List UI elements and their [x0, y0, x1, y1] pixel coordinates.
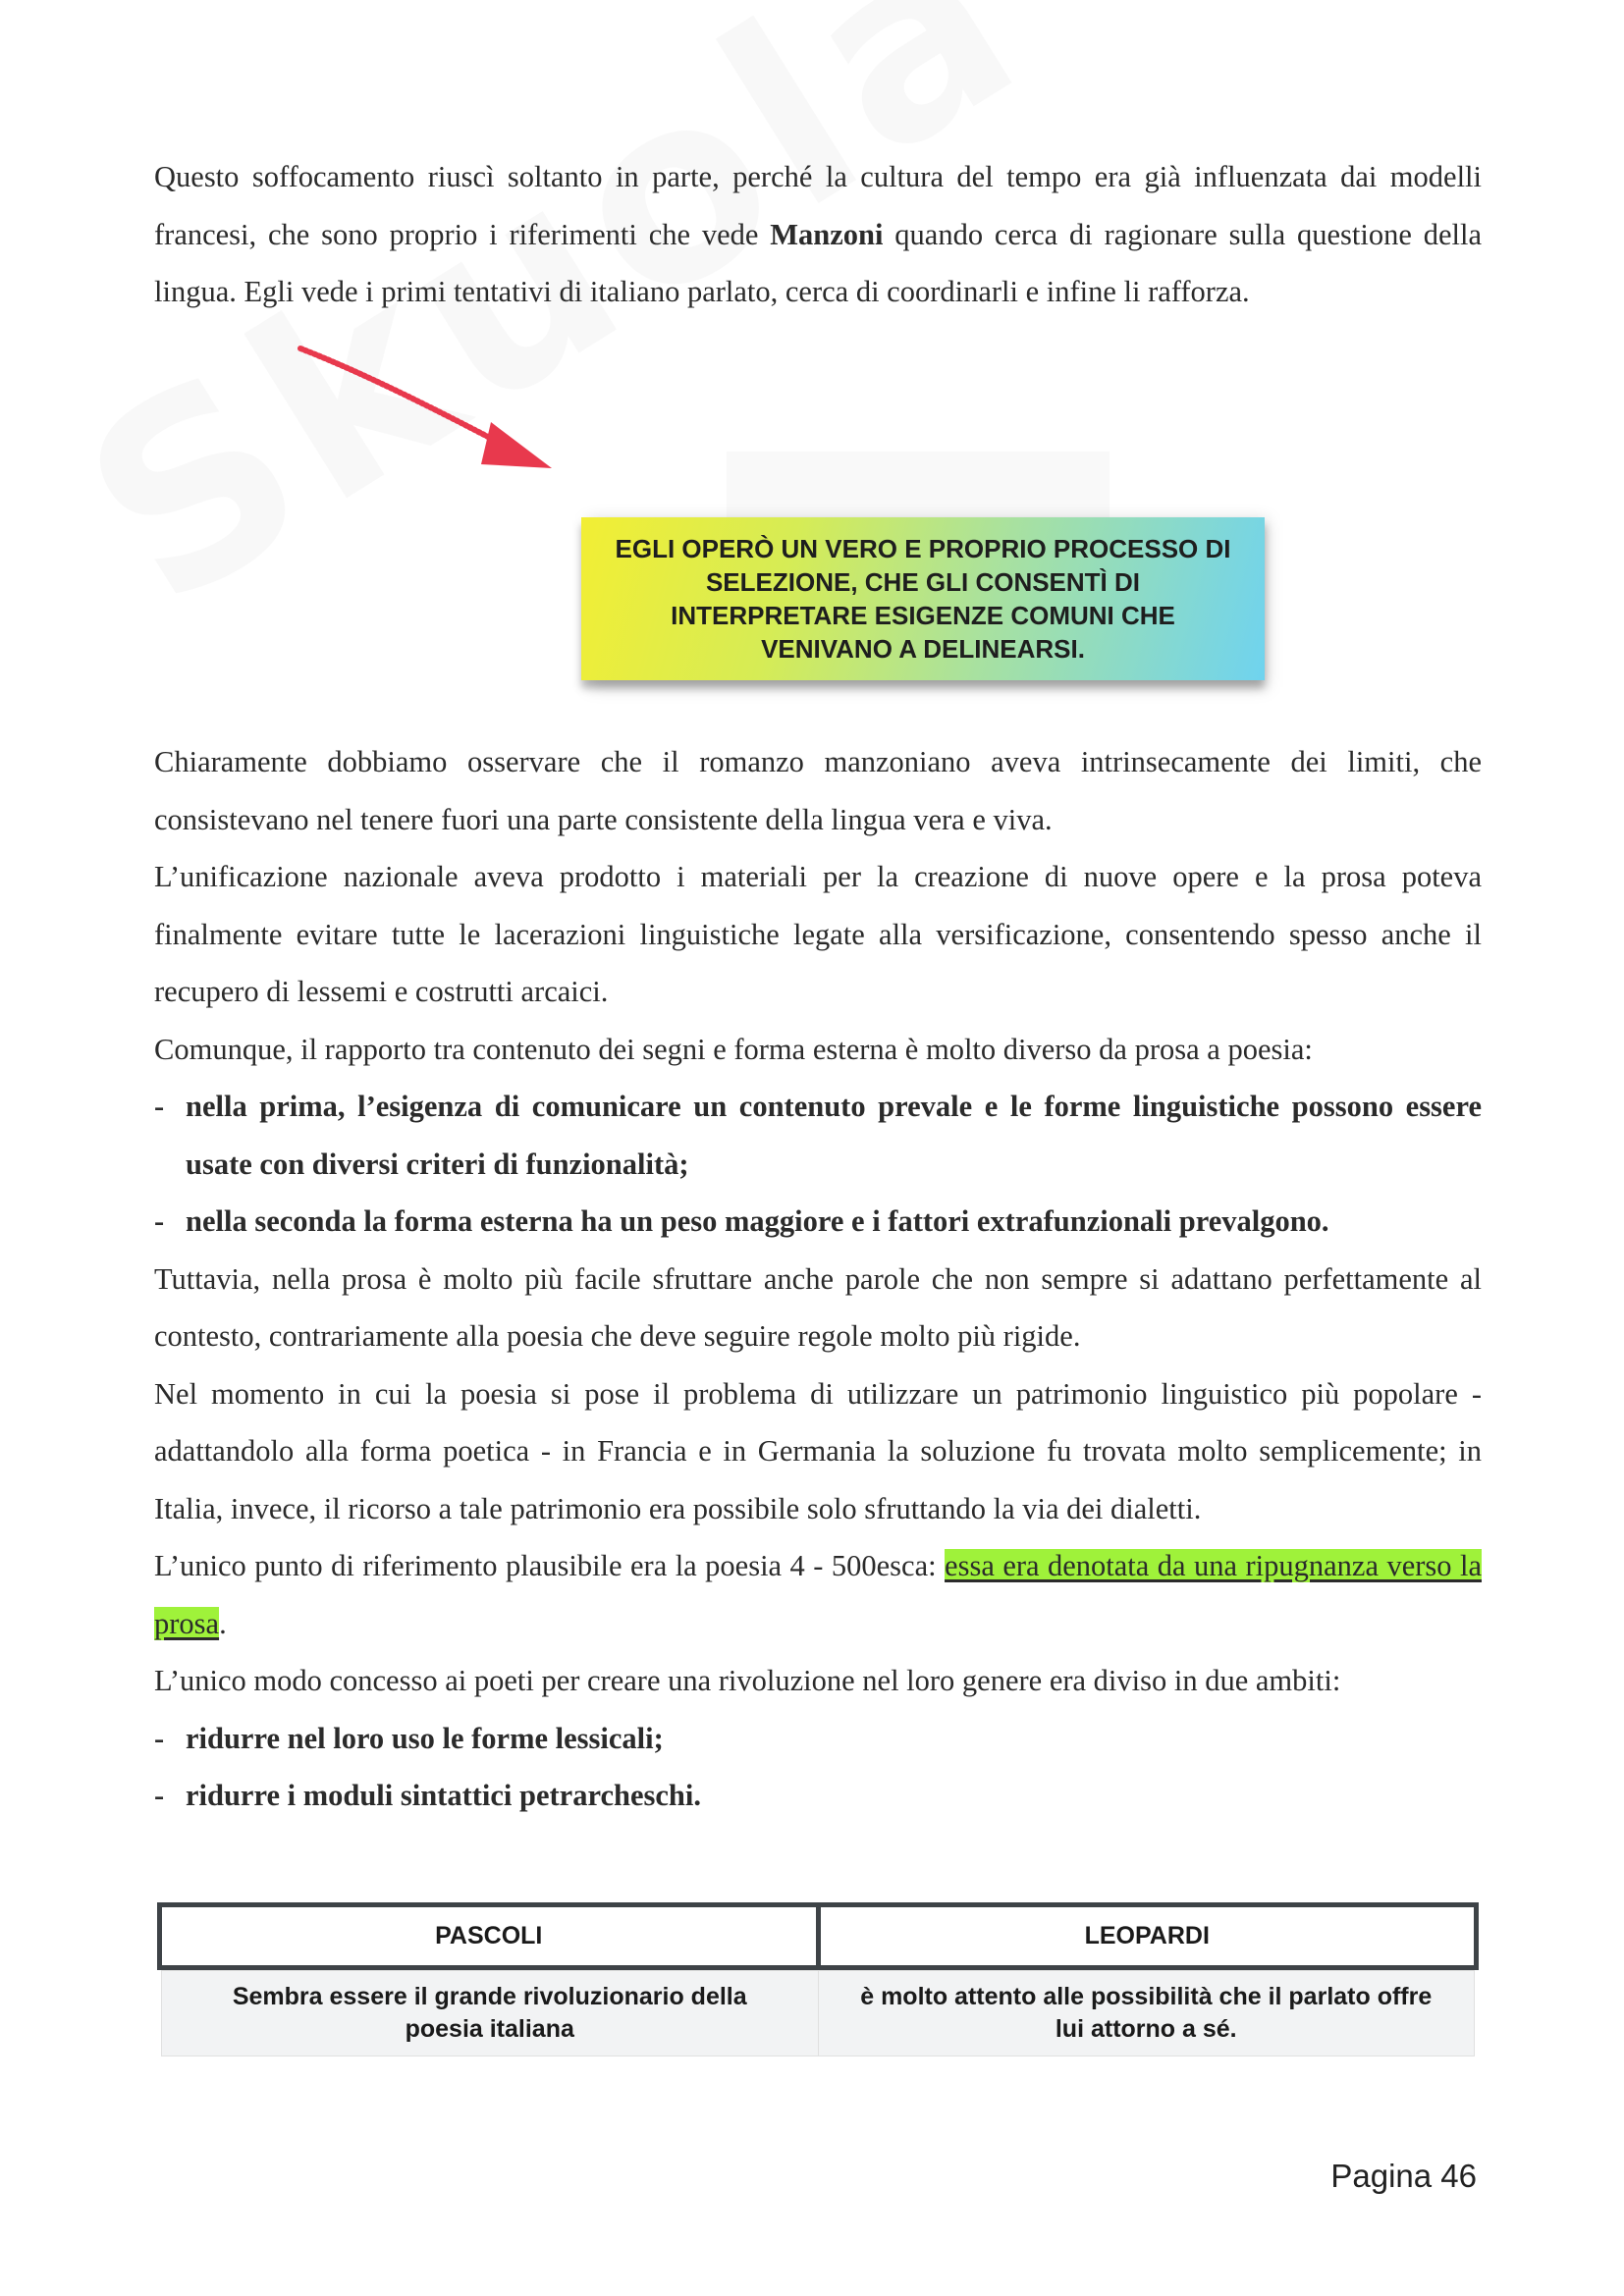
- table-header-row: [157, 1902, 1479, 1970]
- paragraph-intro: [154, 148, 1482, 321]
- paragraph-5: Nel momento in cui la poesia si pose il problema di utilizzare un patrimonio linguistico più popolare - adattandolo alla forma poetica - in Francia e in Germania la soluzione fu trovata molto semplicemente; in Italia, invece, il ricorso a tale patrimonio era possibile solo sfruttando la via dei dialetti.: [154, 1376, 1482, 1525]
- paragraph-6-text: L’unico punto di riferimento plausibile era la poesia 4 - 500esca:: [154, 1549, 946, 1582]
- intro-text-start: Questo soffocamento riuscì soltanto in parte, perché la cultura del tempo era già influenzata dai modelli francesi, che sono proprio i riferimenti che vede: [154, 160, 1482, 251]
- bullet-dash-icon: -: [154, 1779, 165, 1812]
- bullet-dash-icon: -: [154, 1721, 165, 1755]
- table-cell-leopardi: è molto attento alle possibilità che il parlato offre lui attorno a sé.: [818, 1971, 1475, 2056]
- table-header-leopardi: LEOPARDI: [816, 1907, 1475, 1965]
- callout-note: [581, 517, 1265, 680]
- table-cell-pascoli: Sembra essere il grande rivoluzionario della poesia italiana: [232, 1983, 747, 2043]
- paragraph-6: [154, 1537, 1482, 1652]
- intro-paragraph: [154, 148, 1482, 321]
- bullet-dash-icon: -: [154, 1204, 165, 1238]
- table-row: [161, 1970, 1475, 2056]
- paragraph-3: Comunque, il rapporto tra contenuto dei segni e forma esterna è molto diverso da prosa a poesia:: [154, 1032, 1313, 1066]
- intro-bold-name: Manzoni: [770, 217, 884, 251]
- bullet-dash-icon: -: [154, 1090, 165, 1123]
- bullet-text: nella prima, l’esigenza di comunicare un contenuto prevale e le forme linguistiche possono essere usate con diversi criteri di funzionalità;: [186, 1090, 1482, 1181]
- callout-text: EGLI OPERÒ UN VERO E PROPRIO PROCESSO DI SELEZIONE, CHE GLI CONSENTÌ DI INTERPRETARE ESIGENZE COMUNI CHE VENIVANO A DELINEARSI.: [615, 534, 1231, 664]
- paragraph-2: L’unificazione nazionale aveva prodotto i materiali per la creazione di nuove opere e la prosa poteva finalmente evitare tutte le lacerazioni linguistiche legate alla versificazione, consentendo spesso anche il recupero di lessemi e costrutti arcaici.: [154, 860, 1482, 1008]
- main-body: [154, 733, 1482, 1825]
- bullet-text: ridurre i moduli sintattici petrarcheschi.: [186, 1779, 701, 1812]
- highlighted-text: essa era denotata da una ripugnanza verso la prosa: [154, 1549, 1483, 1640]
- table-header-pascoli: PASCOLI: [435, 1922, 543, 1949]
- paragraph-1: Chiaramente dobbiamo osservare che il romanzo manzoniano aveva intrinsecamente dei limiti, che consistevano nel tenere fuori una parte consistente della lingua vera e viva.: [154, 745, 1482, 836]
- red-arrow-icon: [295, 339, 560, 486]
- comparison-table: [157, 1902, 1479, 2056]
- paragraph-6-end: .: [219, 1606, 227, 1640]
- bullet-text: ridurre nel loro uso le forme lessicali;: [186, 1721, 664, 1755]
- paragraph-4: Tuttavia, nella prosa è molto più facile sfruttare anche parole che non sempre si adattano perfettamente al contesto, contrariamente alla poesia che deve seguire regole molto più rigide.: [154, 1261, 1482, 1353]
- bullet-item: [154, 1710, 1482, 1768]
- bullet-item: [154, 1078, 1482, 1193]
- callout-tape: [727, 452, 1110, 520]
- page-number: Pagina 46: [1330, 2158, 1477, 2194]
- bullet-text: nella seconda la forma esterna ha un peso maggiore e i fattori extrafunzionali prevalgono.: [186, 1204, 1329, 1238]
- paragraph-7: L’unico modo concesso ai poeti per creare una rivoluzione nel loro genere era diviso in due ambiti:: [154, 1664, 1341, 1697]
- bullet-item: [154, 1193, 1482, 1251]
- intro-text-end: quando cerca di ragionare sulla questione della lingua. Egli vede i primi tentativi di italiano parlato, cerca di coordinarli e infine li rafforza.: [154, 217, 1482, 308]
- bullet-item: [154, 1767, 1482, 1825]
